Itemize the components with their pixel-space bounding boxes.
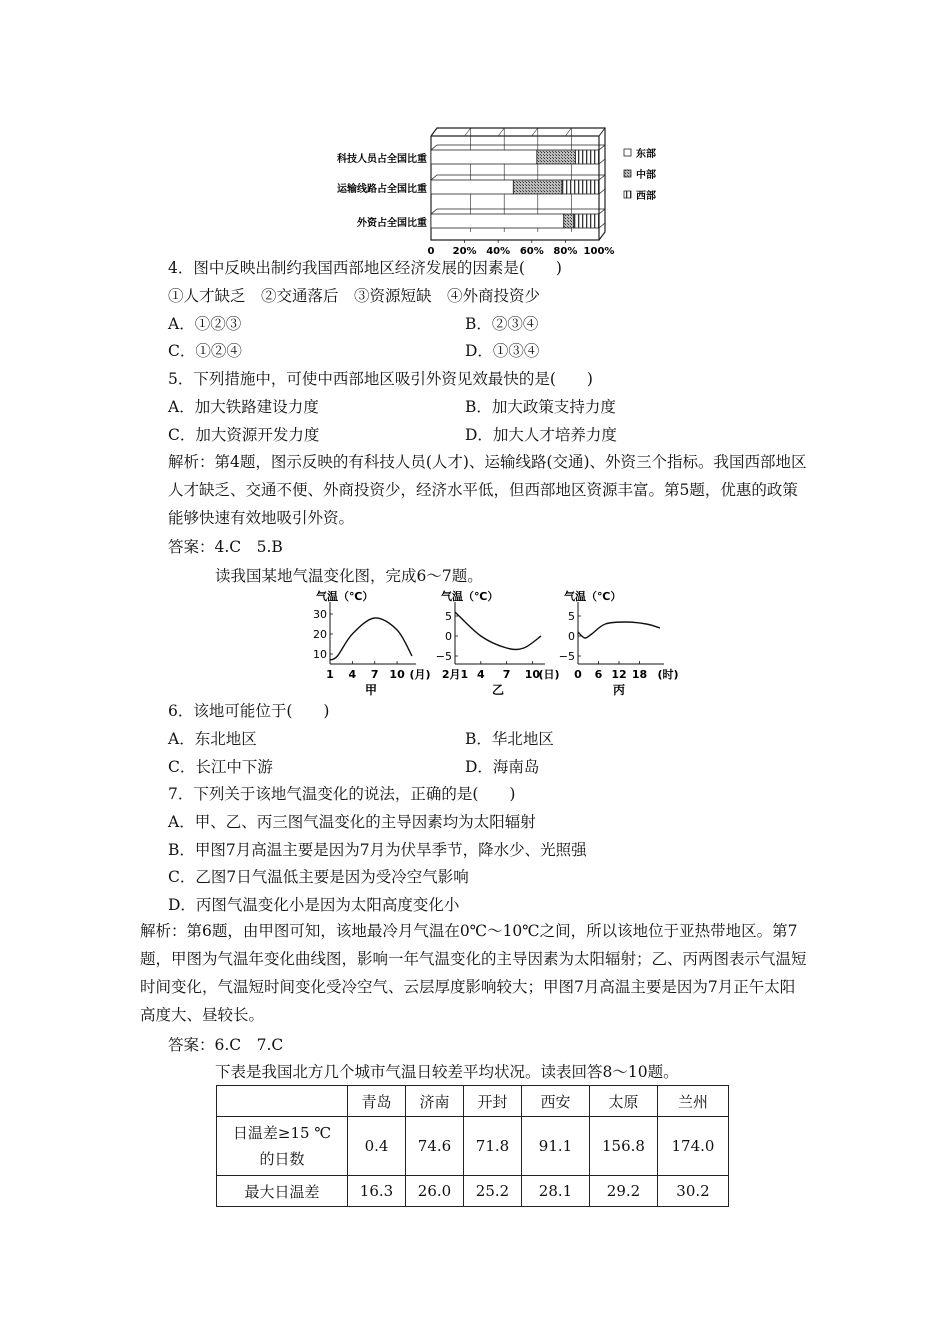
question-6-option-d[interactable]: D．海南岛 — [465, 758, 540, 776]
temperature-curve — [455, 612, 541, 650]
tick-label: −5 — [558, 650, 575, 663]
question-5-option-d[interactable]: D．加大人才培养力度 — [465, 426, 617, 444]
bar-segment — [575, 150, 599, 164]
table-cell: 174.0 — [658, 1117, 729, 1176]
question-5-option-b[interactable]: B．加大政策支持力度 — [465, 398, 616, 416]
category-label: 外资占全国比重 — [357, 218, 427, 229]
bar-edge — [599, 209, 605, 214]
table-cell: 30.2 — [658, 1176, 729, 1207]
question-4-option-b[interactable]: B．②③④ — [465, 315, 539, 333]
tick-label: 5 — [568, 610, 575, 623]
gridline — [465, 128, 471, 136]
table-cell: 0.4 — [348, 1117, 406, 1176]
table-cell: 156.8 — [590, 1117, 658, 1176]
tick-label: 20 — [313, 628, 327, 641]
table-header-row — [217, 1086, 729, 1117]
question-4-option-a[interactable]: A．①②③ — [168, 315, 242, 333]
bar-segment — [564, 214, 574, 228]
legend-swatch — [624, 191, 631, 198]
question-6-option-a[interactable]: A．东北地区 — [168, 730, 257, 748]
table-cell: 16.3 — [348, 1176, 406, 1207]
bar-segment — [431, 180, 513, 194]
panel-label: 乙 — [491, 683, 505, 697]
bar-segment — [431, 214, 564, 228]
intro-6-7: 读我国某地气温变化图，完成6～7题。 — [215, 567, 483, 585]
table-cell: 74.6 — [406, 1117, 464, 1176]
axis-unit: (月) — [409, 668, 431, 681]
tick-label: 0 — [568, 630, 575, 643]
tick-label: 4 — [476, 668, 485, 681]
legend-swatch — [624, 149, 631, 156]
tick-label: 0 — [445, 630, 452, 643]
legend-label: 东部 — [636, 149, 656, 160]
table-row — [217, 1176, 729, 1207]
table-row-label-line: 的日数 — [259, 1150, 305, 1168]
tick-label: 40% — [486, 246, 511, 257]
question-7: 7．下列关于该地气温变化的说法，正确的是( ) — [168, 785, 516, 803]
city-temperature-table — [216, 1085, 729, 1207]
question-7-option-d[interactable]: D．丙图气温变化小是因为太阳高度变化小 — [168, 896, 460, 914]
category-label: 科技人员占全国比重 — [337, 154, 427, 165]
axis-title: 气温（℃） — [564, 590, 622, 603]
chart-frame — [599, 128, 605, 136]
legend-label: 中部 — [636, 170, 656, 181]
tick-label: 0 — [427, 246, 435, 257]
tick-label: 10 — [524, 668, 541, 681]
bar-segment — [431, 150, 537, 164]
table-row-label — [217, 1117, 348, 1176]
axis-unit: (时) — [657, 668, 679, 681]
tick-label: 18 — [631, 668, 648, 681]
intro-8-10: 下表是我国北方几个城市气温日较差平均状况。读表回答8～10题。 — [215, 1063, 679, 1081]
analysis-4-5: 解析：第4题，图示反映的有科技人员(人才)、运输线路(交通)、外资三个指标。我国西部地区人才缺乏、交通不便、外商投资少，经济水平低，但西部地区资源丰富。第5题，优惠的政策能够快速有效地吸引外资。 — [168, 453, 807, 527]
gridline — [498, 128, 504, 136]
table-cell: 25.2 — [464, 1176, 522, 1207]
table-header-cell — [217, 1086, 348, 1117]
tick-label: 10 — [389, 668, 405, 681]
gridline — [532, 128, 538, 136]
axis-title: 气温（℃） — [316, 590, 374, 603]
temperature-curve — [330, 618, 412, 660]
analysis-6-7: 解析：第6题，由甲图可知，该地最冷月气温在0℃～10℃之间，所以该地位于亚热带地区。第7题，甲图为气温年变化曲线图，影响一年气温变化的主导因素为太阳辐射；乙、丙两图表示气温短时间变化，气温短时间变化受冷空气、云层厚度影响较大；甲图7月高温主要是因为7月正午太阳高度大、昼较长。 — [140, 922, 807, 1024]
question-5: 5．下列措施中，可使中西部地区吸引外资见效最快的是( ) — [168, 370, 593, 388]
legend-swatch — [624, 170, 631, 177]
category-label: 运输线路占全国比重 — [337, 184, 427, 195]
table-row-label: 最大日温差 — [217, 1176, 348, 1207]
tick-label: 5 — [445, 610, 452, 623]
question-7-option-b[interactable]: B．甲图7月高温主要是因为7月为伏旱季节，降水少、光照强 — [168, 841, 587, 859]
tick-label: 6 — [594, 668, 603, 681]
bar-segment — [574, 214, 599, 228]
question-6-option-b[interactable]: B．华北地区 — [465, 730, 554, 748]
tick-label: 7 — [502, 668, 511, 681]
question-6-option-c[interactable]: C．长江中下游 — [168, 758, 273, 776]
axis-unit: (日) — [538, 668, 560, 681]
temperature-charts — [300, 586, 680, 698]
tick-label: 2月1 — [441, 668, 469, 681]
panel-label: 甲 — [364, 683, 378, 697]
question-7-option-c[interactable]: C．乙图7日气温低主要是因为受冷空气影响 — [168, 868, 469, 886]
legend-label: 西部 — [636, 191, 656, 202]
panel-label: 丙 — [612, 683, 626, 697]
table-header-cell: 开封 — [464, 1086, 522, 1117]
table-cell: 91.1 — [522, 1117, 590, 1176]
tick-label: 0 — [574, 668, 582, 681]
table-cell: 26.0 — [406, 1176, 464, 1207]
table-header-cell: 济南 — [406, 1086, 464, 1117]
question-4-option-d[interactable]: D．①③④ — [465, 342, 540, 360]
table-header-cell: 西安 — [522, 1086, 590, 1117]
tick-label: 100% — [583, 246, 615, 257]
answer-6-7: 答案：6.C 7.C — [168, 1036, 284, 1054]
question-5-option-a[interactable]: A．加大铁路建设力度 — [168, 398, 319, 416]
tick-label: 1 — [326, 668, 334, 681]
bar-segment — [537, 150, 576, 164]
table-row — [217, 1117, 729, 1176]
table-header-cell: 太原 — [590, 1086, 658, 1117]
bar-segment — [562, 180, 599, 194]
table-cell: 28.1 — [522, 1176, 590, 1207]
question-4-option-c[interactable]: C．①②④ — [168, 342, 242, 360]
table-row-label-line: 日温差≥15 ℃ — [232, 1124, 332, 1142]
table-cell: 29.2 — [590, 1176, 658, 1207]
bar-edge — [599, 175, 605, 180]
tick-label: 20% — [452, 246, 477, 257]
bar-segment — [513, 180, 562, 194]
tick-label: 10 — [313, 648, 327, 661]
tick-label: 80% — [553, 246, 578, 257]
question-7-option-a[interactable]: A．甲、乙、丙三图气温变化的主导因素均为太阳辐射 — [168, 813, 536, 831]
table-header-cell: 兰州 — [658, 1086, 729, 1117]
answer-4-5: 答案：4.C 5.B — [168, 538, 283, 556]
tick-label: 12 — [611, 668, 627, 681]
tick-label: 30 — [313, 608, 327, 621]
question-4: 4．图中反映出制约我国西部地区经济发展的因素是( ) — [168, 259, 562, 277]
bar-edge — [599, 145, 605, 150]
regional-share-bar-chart — [310, 122, 670, 262]
axis-title: 气温（℃） — [441, 590, 499, 603]
tick-label: 4 — [348, 668, 357, 681]
tick-label: 60% — [519, 246, 544, 257]
table-cell: 71.8 — [464, 1117, 522, 1176]
question-5-option-c[interactable]: C．加大资源开发力度 — [168, 426, 320, 444]
question-6: 6．该地可能位于( ) — [168, 702, 330, 720]
question-4-items: ①人才缺乏 ②交通落后 ③资源短缺 ④外商投资少 — [168, 287, 541, 305]
table-header-cell: 青岛 — [348, 1086, 406, 1117]
tick-label: 7 — [370, 668, 379, 681]
tick-label: −5 — [435, 650, 452, 663]
gridline — [565, 128, 571, 136]
temperature-curve — [578, 622, 660, 638]
